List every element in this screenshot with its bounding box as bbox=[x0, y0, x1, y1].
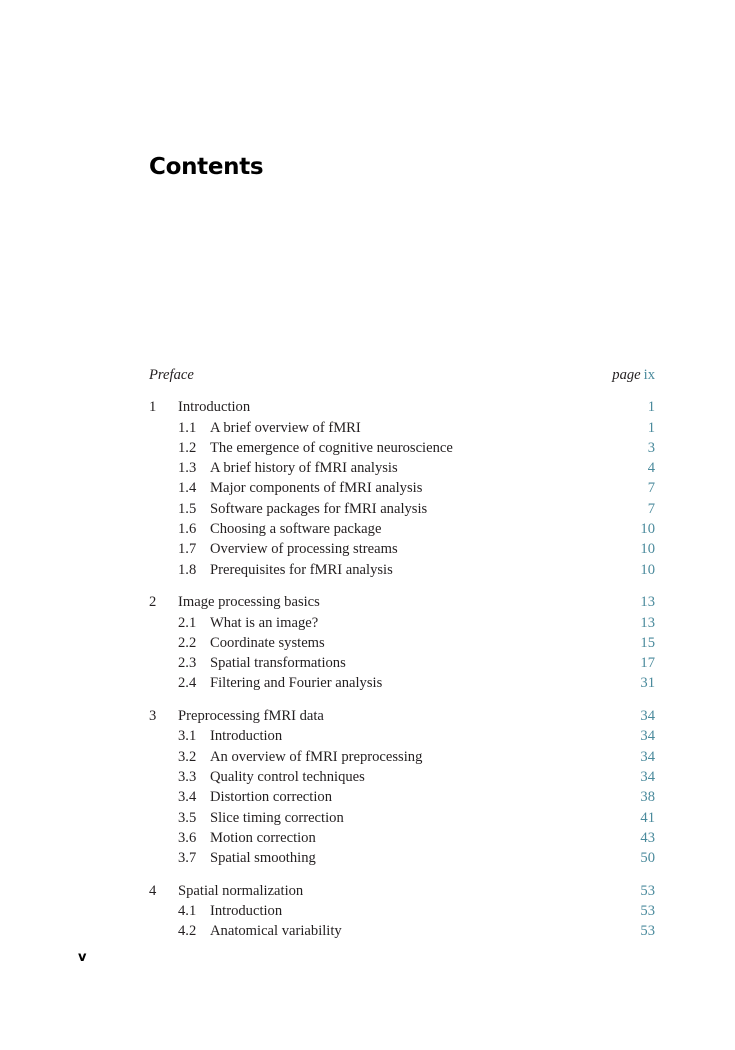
toc-section-row[interactable] bbox=[149, 653, 655, 673]
toc-chapter-title: Spatial normalization bbox=[178, 882, 304, 899]
toc-section-number: 1.8 bbox=[178, 561, 197, 578]
toc-section-number: 1.6 bbox=[178, 521, 197, 538]
toc-section-page: 50 bbox=[640, 850, 655, 867]
page-title: Contents bbox=[149, 154, 264, 180]
toc-section-page: 17 bbox=[640, 655, 655, 672]
toc-section-page: 34 bbox=[640, 748, 655, 765]
toc-section-title: Coordinate systems bbox=[210, 634, 325, 651]
toc-section-page: 38 bbox=[640, 789, 655, 806]
toc-preface-row[interactable] bbox=[149, 365, 655, 385]
toc-section-page: 34 bbox=[640, 728, 655, 745]
toc-section-row[interactable] bbox=[149, 499, 655, 519]
toc-section-number: 3.7 bbox=[178, 850, 197, 867]
toc-chapter-group bbox=[149, 881, 655, 942]
toc-preface-label: Preface bbox=[149, 367, 194, 383]
toc-section-title: The emergence of cognitive neuroscience bbox=[210, 439, 453, 456]
toc-section-page: 7 bbox=[647, 480, 655, 497]
toc-section-number: 2.2 bbox=[178, 634, 197, 651]
toc-section-number: 3.3 bbox=[178, 768, 197, 785]
toc-chapter-list bbox=[149, 397, 655, 941]
toc-section-title: Quality control techniques bbox=[210, 768, 365, 785]
toc-section-title: Overview of processing streams bbox=[210, 541, 398, 558]
toc-section-number: 1.3 bbox=[178, 460, 197, 477]
folio-page-number: v bbox=[78, 950, 87, 965]
toc-chapter-title: Introduction bbox=[178, 399, 251, 416]
toc-section-page: 53 bbox=[640, 903, 655, 920]
toc-chapter-title: Image processing basics bbox=[178, 594, 320, 611]
toc-section-row[interactable] bbox=[149, 519, 655, 539]
toc-section-page: 10 bbox=[640, 541, 655, 558]
toc-section-row[interactable] bbox=[149, 478, 655, 498]
toc-section-page: 34 bbox=[640, 768, 655, 785]
toc-section-title: Motion correction bbox=[210, 829, 316, 846]
toc-chapter-row[interactable] bbox=[149, 592, 655, 612]
toc-section-page: 7 bbox=[647, 500, 655, 517]
toc-section-title: Spatial transformations bbox=[210, 655, 346, 672]
toc-section-title: Major components of fMRI analysis bbox=[210, 480, 423, 497]
toc-preface-page bbox=[612, 365, 655, 385]
toc-section-number: 1.1 bbox=[178, 419, 197, 436]
toc-section-number: 1.7 bbox=[178, 541, 197, 558]
toc-section-title: Introduction bbox=[210, 903, 283, 920]
toc-section-number: 3.5 bbox=[178, 809, 197, 826]
toc-section-row[interactable] bbox=[149, 808, 655, 828]
toc-section-number: 2.1 bbox=[178, 614, 197, 631]
toc-section-title: Distortion correction bbox=[210, 789, 332, 806]
toc-section-number: 4.1 bbox=[178, 903, 197, 920]
toc-chapter-row[interactable] bbox=[149, 881, 655, 901]
toc-chapter-number: 4 bbox=[149, 882, 157, 899]
toc-section-number: 2.4 bbox=[178, 675, 197, 692]
toc-chapter-number: 3 bbox=[149, 708, 157, 725]
page-number: ix bbox=[643, 367, 655, 383]
toc-section-row[interactable] bbox=[149, 633, 655, 653]
toc-section-title: Filtering and Fourier analysis bbox=[210, 675, 383, 692]
toc-chapter-number: 2 bbox=[149, 594, 157, 611]
toc-section-page: 3 bbox=[647, 439, 655, 456]
toc-section-page: 1 bbox=[647, 419, 655, 436]
toc-section-title: Slice timing correction bbox=[210, 809, 344, 826]
toc-chapter-row[interactable] bbox=[149, 397, 655, 417]
toc-section-number: 3.6 bbox=[178, 829, 197, 846]
toc-section-page: 10 bbox=[640, 521, 655, 538]
toc-chapter-group bbox=[149, 397, 655, 580]
toc-chapter-number: 1 bbox=[149, 399, 157, 416]
toc-section-row[interactable] bbox=[149, 828, 655, 848]
toc-section-row[interactable] bbox=[149, 613, 655, 633]
toc-section-row[interactable] bbox=[149, 767, 655, 787]
toc-chapter-page: 34 bbox=[640, 708, 655, 725]
toc-section-title: A brief overview of fMRI bbox=[210, 419, 361, 436]
toc-chapter-group bbox=[149, 706, 655, 868]
toc-section-row[interactable] bbox=[149, 673, 655, 693]
toc-section-row[interactable] bbox=[149, 747, 655, 767]
toc-section-row[interactable] bbox=[149, 458, 655, 478]
toc-section-row[interactable] bbox=[149, 921, 655, 941]
toc-section-number: 3.1 bbox=[178, 728, 197, 745]
toc-section-number: 4.2 bbox=[178, 923, 197, 940]
toc-section-row[interactable] bbox=[149, 848, 655, 868]
toc-section-title: A brief history of fMRI analysis bbox=[210, 460, 398, 477]
toc-section-number: 1.2 bbox=[178, 439, 197, 456]
toc-section-number: 2.3 bbox=[178, 655, 197, 672]
toc-section-page: 4 bbox=[647, 460, 655, 477]
page-prefix: page bbox=[612, 367, 641, 383]
toc-chapter-page: 13 bbox=[640, 594, 655, 611]
toc-section-row[interactable] bbox=[149, 418, 655, 438]
toc-section-title: Software packages for fMRI analysis bbox=[210, 500, 428, 517]
toc-section-page: 43 bbox=[640, 829, 655, 846]
toc-section-title: What is an image? bbox=[210, 614, 319, 631]
toc-chapter-title: Preprocessing fMRI data bbox=[178, 708, 324, 725]
toc-section-row[interactable] bbox=[149, 539, 655, 559]
toc-chapter-row[interactable] bbox=[149, 706, 655, 726]
toc-chapter-group bbox=[149, 592, 655, 693]
toc-section-number: 1.4 bbox=[178, 480, 197, 497]
toc-section-row[interactable] bbox=[149, 901, 655, 921]
toc-section-number: 3.4 bbox=[178, 789, 197, 806]
toc-section-page: 10 bbox=[640, 561, 655, 578]
toc-section-row[interactable] bbox=[149, 726, 655, 746]
toc-section-title: Choosing a software package bbox=[210, 521, 382, 538]
toc-section-page: 15 bbox=[640, 634, 655, 651]
toc-section-row[interactable] bbox=[149, 560, 655, 580]
table-of-contents bbox=[149, 365, 655, 954]
toc-section-title: Anatomical variability bbox=[210, 923, 342, 940]
toc-section-row[interactable] bbox=[149, 787, 655, 807]
toc-section-page: 41 bbox=[640, 809, 655, 826]
toc-section-page: 13 bbox=[640, 614, 655, 631]
toc-section-title: An overview of fMRI preprocessing bbox=[210, 748, 423, 765]
toc-section-number: 1.5 bbox=[178, 500, 197, 517]
toc-section-page: 31 bbox=[640, 675, 655, 692]
toc-section-number: 3.2 bbox=[178, 748, 197, 765]
toc-chapter-page: 53 bbox=[640, 882, 655, 899]
toc-section-page: 53 bbox=[640, 923, 655, 940]
toc-section-title: Prerequisites for fMRI analysis bbox=[210, 561, 393, 578]
toc-section-title: Introduction bbox=[210, 728, 283, 745]
toc-section-title: Spatial smoothing bbox=[210, 850, 316, 867]
toc-section-row[interactable] bbox=[149, 438, 655, 458]
toc-chapter-page: 1 bbox=[647, 399, 655, 416]
